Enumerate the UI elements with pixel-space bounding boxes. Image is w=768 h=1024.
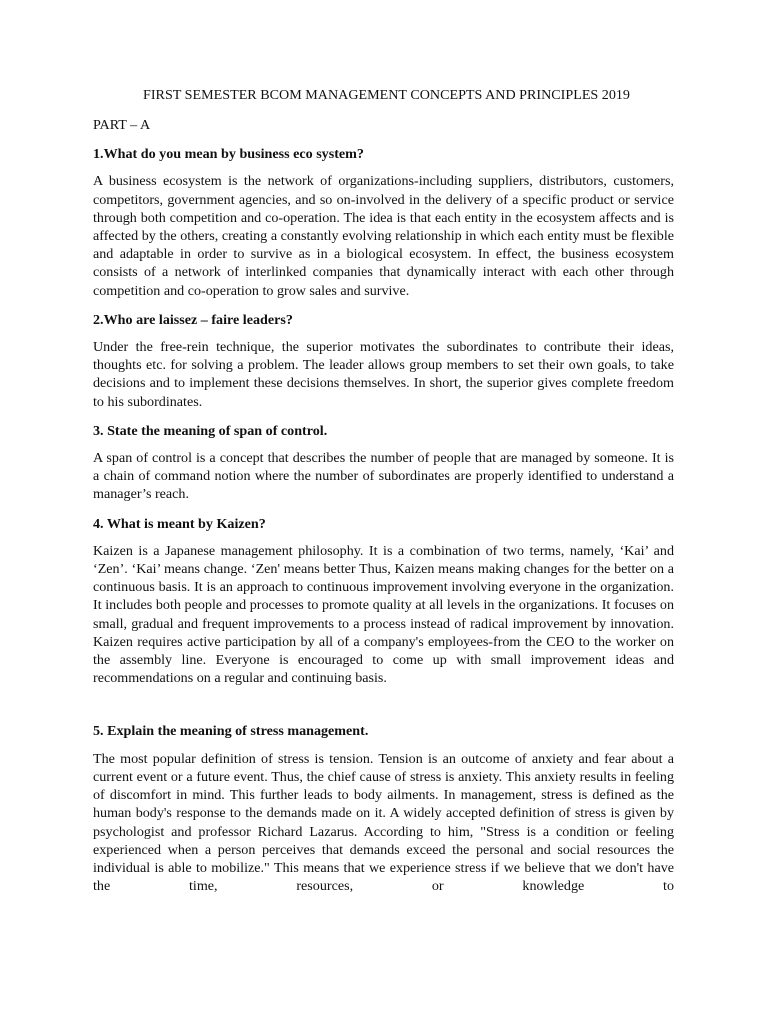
answer-paragraph: Under the free-rein technique, the superior motivates the subordinates to contribute their ideas, thoughts etc. for solving a problem. The leader allows group members to set their own goals, to take decisions and to implement these decisions themselves. In short, the superior gives complete freedom to his subordinates.: [93, 339, 674, 410]
question-heading: 2.Who are laissez – faire leaders?: [93, 311, 293, 328]
answer-paragraph: Kaizen is a Japanese management philosophy. It is a combination of two terms, namely, ‘Kai’ and ‘Zen’. ‘Kai’ means change. ‘Zen' means better Thus, Kaizen means making changes for the better on a continuous basis. It is an approach to continuous improvement involving everyone in the organization. It includes both people and processes to promote quality at all levels in the organizations. It focuses on small, gradual and frequent improvements to a process instead of radical improvement by innovation. Kaizen requires active participation by all of a company's employees-from the CEO to the worker on the assembly line. Everyone is encouraged to come up with small improvement ideas and recommendations on a regular and continuing basis.: [93, 542, 674, 687]
part-label: PART – A: [93, 117, 151, 133]
answer-paragraph: A span of control is a concept that describes the number of people that are managed by someone. It is a chain of command notion where the number of subordinates are properly identified to understand a manager’s reach.: [93, 450, 674, 503]
answer-paragraph: A business ecosystem is the network of organizations-including suppliers, distributors, customers, competitors, government agencies, and so on-involved in the delivery of a specific product or service through both competition and co-operation. The idea is that each entity in the ecosystem affects and is affected by the others, creating a constantly evolving relationship in which each entity must be flexible and adaptable in order to survive as in a biological ecosystem. In effect, the business ecosystem consists of a network of interlinked companies that dynamically interact with each other through competition and co-operation to grow sales and survive.: [93, 173, 674, 299]
question-heading: 5. Explain the meaning of stress management.: [93, 723, 369, 740]
question-heading: 1.What do you mean by business eco system?: [93, 146, 364, 163]
question-heading: 3. State the meaning of span of control.: [93, 422, 328, 439]
document-title: FIRST SEMESTER BCOM MANAGEMENT CONCEPTS AND PRINCIPLES 2019: [143, 87, 630, 103]
question-heading: 4. What is meant by Kaizen?: [93, 515, 266, 532]
answer-paragraph: The most popular definition of stress is tension. Tension is an outcome of anxiety and fear about a current event or a future event. Thus, the chief cause of stress is anxiety. This anxiety results in feeling of discomfort in mind. This further leads to body ailments. In management, stress is defined as the human body's response to the demands made on it. A widely accepted definition of stress is given by psychologist and professor Richard Lazarus. According to him, "Stress is a condition or feeling experienced when a person perceives that demands exceed the personal and social resources the individual is able to mobilize." This means that we experience stress if we believe that we don't have the time, resources, or knowledge to: [93, 750, 674, 895]
document-body: [93, 86, 674, 895]
